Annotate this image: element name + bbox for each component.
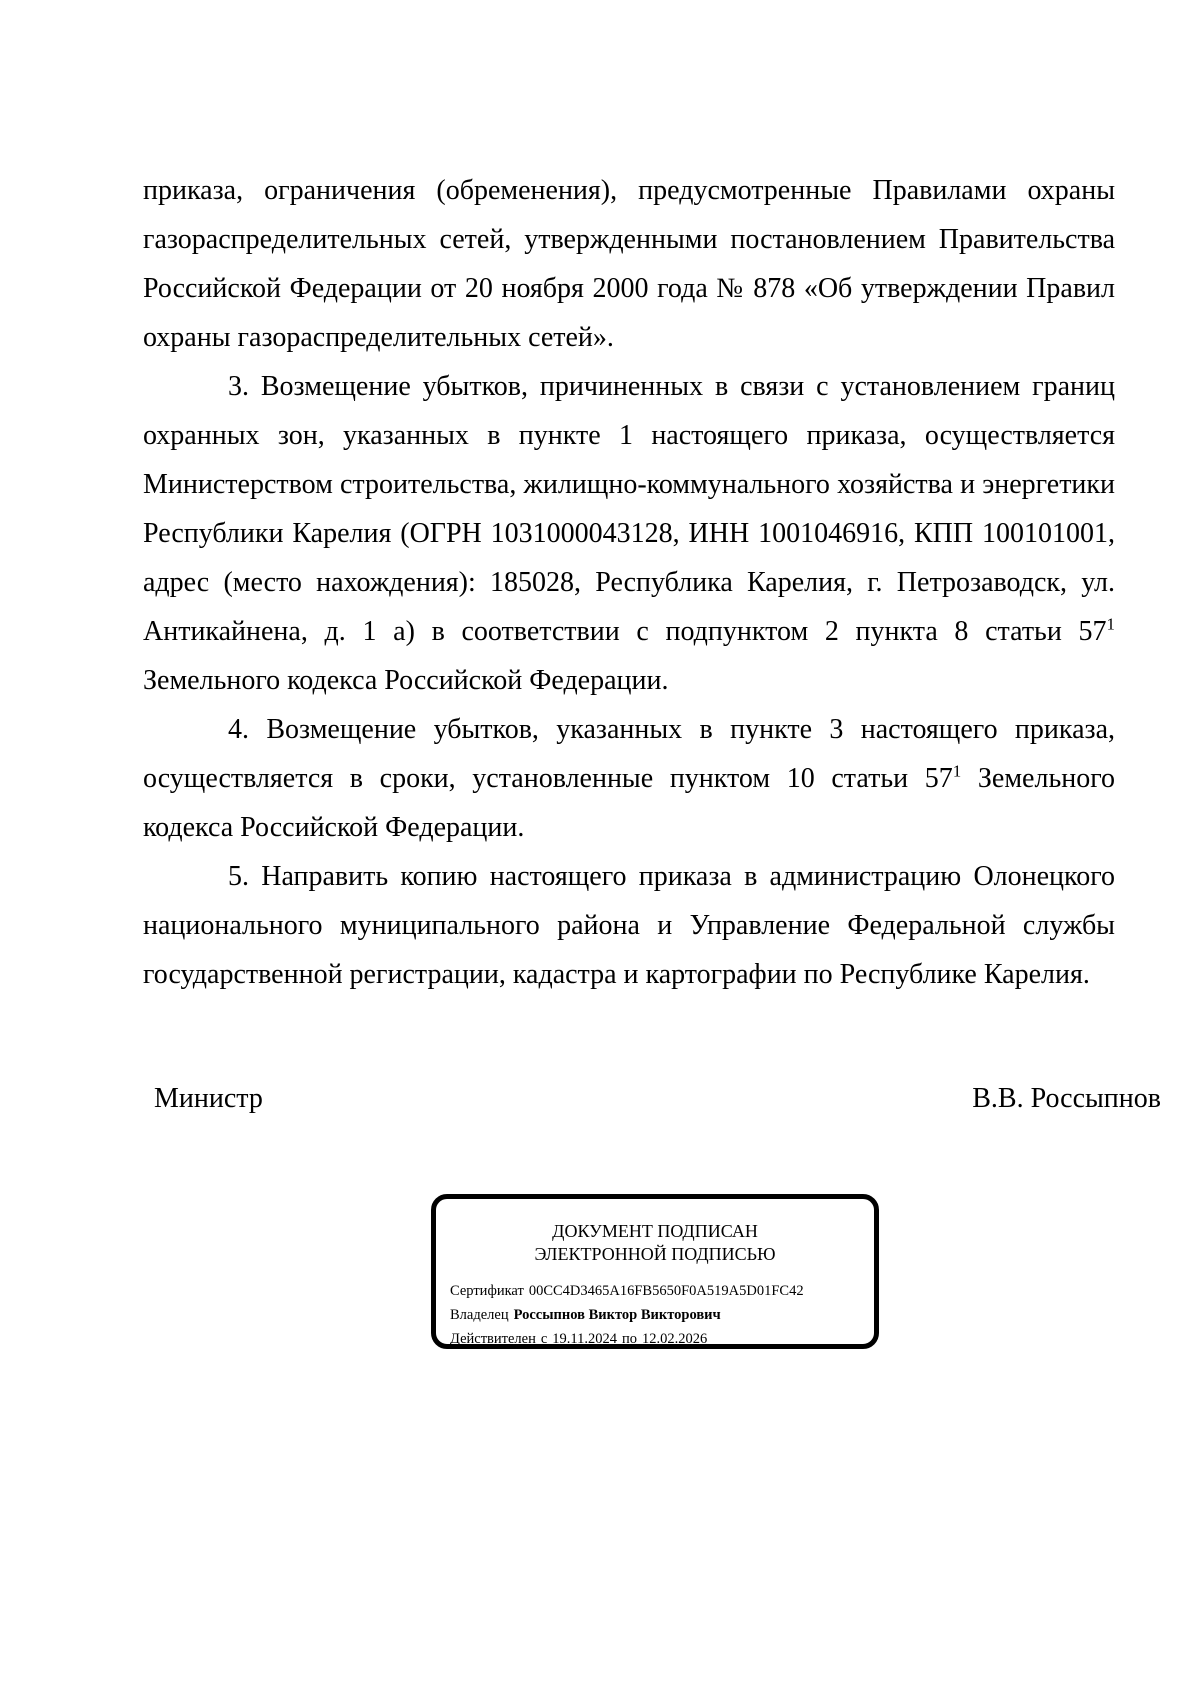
certificate-label: Сертификат: [450, 1283, 524, 1299]
owner-label: Владелец: [450, 1307, 509, 1323]
validity-to-label: по: [622, 1331, 638, 1347]
document-body: [143, 166, 1115, 999]
validity-to-date: 12.02.2026: [642, 1331, 708, 1347]
stamp-title-line-2: ЭЛЕКТРОННОЙ ПОДПИСЬЮ: [534, 1244, 776, 1264]
paragraph-4-text: 4. Возмещение убытков, указанных в пункте 3 настоящего приказа, осуществляется в сроки, установленные пунктом 10 статьи 57: [143, 714, 1115, 794]
electronic-signature-stamp: [431, 1194, 879, 1349]
validity-from-label: с: [540, 1331, 548, 1347]
paragraph-5: 5. Направить копию настоящего приказа в администрацию Олонецкого национального муниципального района и Управление Федеральной службы государственной регистрации, кадастра и картографии по Республике Карелия.: [143, 861, 1115, 990]
stamp-title-line-1: ДОКУМЕНТ ПОДПИСАН: [552, 1221, 758, 1241]
paragraph-3-tail: Земельного кодекса Российской Федерации.: [143, 665, 669, 696]
signatory-position: Министр: [154, 1083, 263, 1114]
stamp-owner: [450, 1306, 721, 1324]
validity-label: Действителен: [450, 1331, 536, 1347]
paragraph-3: [143, 362, 1115, 705]
paragraph-continuation: приказа, ограничения (обременения), предусмотренные Правилами охраны газораспределительных сетей, утвержденными постановлением Правительства Российской Федерации от 20 ноября 2000 года № 878 «Об утверждении Правил охраны газораспределительных сетей».: [143, 175, 1115, 353]
owner-value: Россыпнов Виктор Викторович: [513, 1307, 721, 1323]
certificate-value: 00CC4D3465A16FB5650F0A519A5D01FC42: [528, 1283, 804, 1299]
paragraph-4-superscript: 1: [952, 761, 962, 781]
paragraph-4: [143, 705, 1115, 852]
signatory-name: В.В. Россыпнов: [972, 1083, 1161, 1114]
stamp-validity: [450, 1330, 707, 1348]
paragraph-4-tail: Земельного кодекса Российской Федерации.: [143, 763, 1115, 843]
stamp-certificate: [450, 1282, 804, 1300]
paragraph-3-superscript: 1: [1106, 614, 1115, 634]
validity-from-date: 19.11.2024: [552, 1331, 618, 1347]
paragraph-3-text: 3. Возмещение убытков, причиненных в связи с установлением границ охранных зон, указанных в пункте 1 настоящего приказа, осуществляется Министерством строительства, жилищно-коммунального хозяйства и энергетики Республики Карелия (ОГРН 1031000043128, ИНН 1001046916, КПП 100101001, адрес (место нахождения): 185028, Республика Карелия, г. Петрозаводск, ул. Антикайнена, д. 1 а) в соответствии с подпунктом 2 пункта 8 статьи 57: [143, 371, 1115, 647]
